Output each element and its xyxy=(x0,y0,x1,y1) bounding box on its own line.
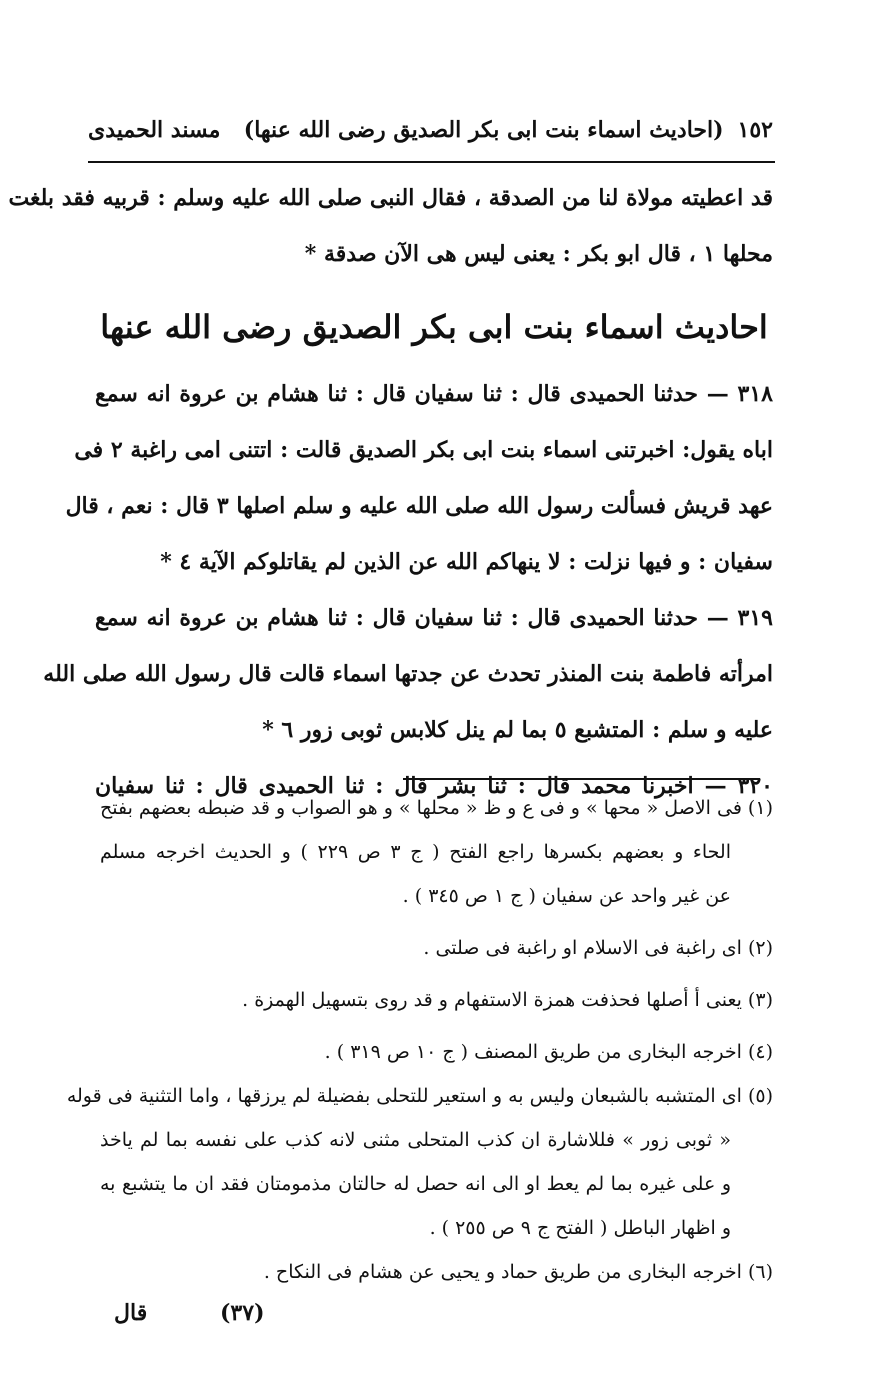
text-line: قد اعطيته مولاة لنا من الصدقة ، فقال النبى صلى الله عليه وسلم : قربيه فقد بلغت xyxy=(8,185,773,211)
footnote-6: (٦) اخرجه البخارى من طريق حماد و يحيى عن هشام فى النكاح . xyxy=(263,1261,773,1283)
footnote-line: الحاء و بعضهم بكسرها راجع الفتح ( ج ٣ ص ٢٢٩ ) و الحديث اخرجه مسلم xyxy=(100,841,731,863)
page-footer xyxy=(100,1300,763,1340)
footnote-line: (١) فى الاصل « محها » و فى ع و ظ « محلها » و هو الصواب و قد ضبطه بعضهم بفتح xyxy=(99,797,773,819)
text-line: ٣١٩ — حدثنا الحميدى قال : ثنا سفيان قال : ثنا هشام بن عروة انه سمع xyxy=(95,605,773,631)
footnote-4: (٤) اخرجه البخارى من طريق المصنف ( ج ١٠ ص ٣١٩ ) . xyxy=(324,1041,773,1063)
footnote-line: و على غيره بما لم يعط او الى انه حصل له حالتان مذمومتان فقد ان ما يتشبع به xyxy=(100,1173,731,1195)
main-text xyxy=(8,170,773,814)
text-line: امرأته فاطمة بنت المنذر تحدث عن جدتها اسماء قالت قال رسول الله صلى الله xyxy=(43,661,773,687)
text-line: ٣١٨ — حدثنا الحميدى قال : ثنا سفيان قال : ثنا هشام بن عروة انه سمع xyxy=(95,381,773,407)
header-book-title: مسند الحميدى xyxy=(88,117,221,143)
footnote-line: (٥) اى المتشبه بالشبعان وليس به و استعير للتحلى بفضيلة لم يرزقها ، واما التثنية فى قوله xyxy=(66,1085,773,1107)
footnote-3: (٣) يعنى أ أصلها فحذفت همزة الاستفهام و قد روى بتسهيل الهمزة . xyxy=(242,989,773,1011)
catchword: قال xyxy=(114,1300,148,1326)
header-rule xyxy=(88,161,775,163)
section-heading: احاديث اسماء بنت ابى بكر الصديق رضى الله عنها xyxy=(100,308,768,346)
hadith-318 xyxy=(65,366,773,590)
text-line: ٣٢٠ — اخبرنا محمد قال : ثنا بشر قال : ثنا الحميدى قال : ثنا سفيان xyxy=(95,773,773,799)
text-line: عهد قريش فسألت رسول الله صلى الله عليه و سلم اصلها ٣ قال : نعم ، قال xyxy=(65,493,773,519)
footnote-2: (٢) اى راغبة فى الاسلام او راغبة فى صلتى . xyxy=(423,937,773,959)
footnote-line: و اظهار الباطل ( الفتح ج ٩ ص ٢٥٥ ) . xyxy=(429,1217,731,1239)
footnote-5 xyxy=(66,1074,773,1250)
text-line: اباه يقول: اخبرتنى اسماء بنت ابى بكر الصديق قالت : اتتنى امى راغبة ٢ فى xyxy=(74,437,773,463)
signature-number: (٣٧) xyxy=(220,1300,265,1326)
page-number-header: ١٥٢ xyxy=(737,117,773,143)
header-title: (احاديث اسماء بنت ابى بكر الصديق رضى الله عنها) xyxy=(243,117,724,143)
footnote-line: « ثوبى زور » فللاشارة ان كذب المتحلى مثنى لانه كذب على نفسه بما لم ياخذ xyxy=(100,1129,731,1151)
text-line: محلها ١ ، قال ابو بكر : يعنى ليس هى الآن صدقة * xyxy=(304,241,773,267)
hadith-319 xyxy=(43,590,773,758)
footnote-rule xyxy=(403,778,760,780)
text-line: عليه و سلم : المتشبع ٥ بما لم ينل كلابس ثوبى زور ٦ * xyxy=(262,717,773,743)
footnote-1 xyxy=(100,786,773,918)
text-line: سفيان : و فيها نزلت : لا ينهاكم الله عن الذين لم يقاتلوكم الآية ٤ * xyxy=(160,549,773,575)
running-head xyxy=(88,110,773,150)
footnote-line: عن غير واحد عن سفيان ( ج ١ ص ٣٤٥ ) . xyxy=(402,885,731,907)
